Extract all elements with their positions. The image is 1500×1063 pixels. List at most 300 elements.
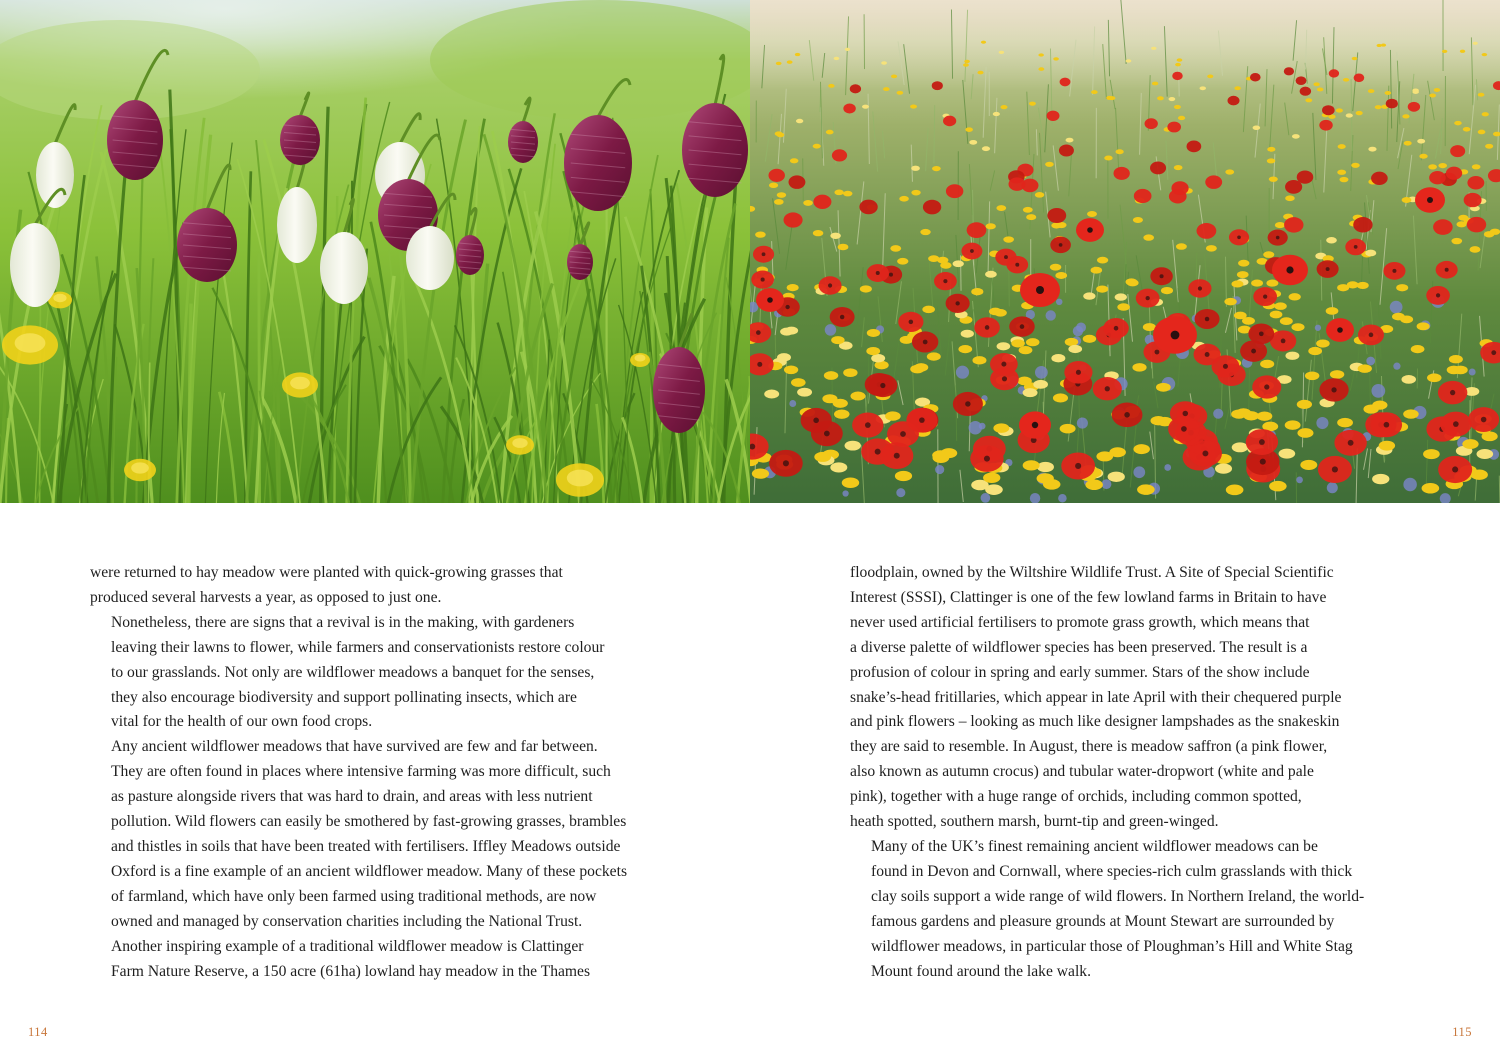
corn-marigold <box>993 423 1009 433</box>
corn-marigold <box>1023 207 1033 213</box>
poppy <box>832 149 847 161</box>
corn-marigold <box>1126 59 1132 62</box>
corn-marigold <box>1449 355 1463 363</box>
corn-marigold <box>1404 141 1412 146</box>
corn-marigold <box>1238 260 1249 267</box>
corn-marigold <box>1477 449 1494 459</box>
cornflower <box>1102 479 1112 489</box>
text-line: floodplain, owned by the Wiltshire Wildlife Trust. A Site of Special Scientific <box>850 564 1334 581</box>
text-line: Many of the UK’s finest remaining ancient wildflower meadows can be <box>871 837 1318 855</box>
text-line: snake’s-head fritillaries, which appear in late April with their chequered purple <box>850 688 1342 706</box>
corn-marigold <box>1097 257 1108 264</box>
corn-marigold <box>1308 347 1322 355</box>
corn-marigold <box>845 48 850 51</box>
corn-marigold <box>780 328 793 336</box>
corn-marigold <box>1285 420 1301 429</box>
text-line: a diverse palette of wildflower species has been preserved. The result is a <box>850 638 1308 656</box>
dandelion-highlight <box>53 294 66 302</box>
corn-marigold <box>843 368 857 377</box>
corn-marigold <box>1356 111 1363 115</box>
corn-marigold <box>1337 284 1349 291</box>
poppy-centre <box>756 330 761 335</box>
corn-marigold <box>1482 431 1498 441</box>
corn-marigold <box>1207 74 1213 78</box>
poppy-centre <box>1020 324 1025 329</box>
corn-marigold <box>834 57 840 60</box>
corn-marigold <box>1289 293 1301 300</box>
poppy <box>946 184 963 198</box>
poppy <box>1464 193 1482 207</box>
corn-marigold <box>1396 284 1408 291</box>
poppy-centre <box>1036 286 1044 294</box>
poppy <box>1322 105 1335 115</box>
text-line: to our grasslands. Not only are wildflower meadows a banquet for the senses, <box>111 663 595 681</box>
white-fritillary-bell <box>277 187 317 263</box>
corn-marigold <box>1285 352 1299 360</box>
poppy-centre <box>1259 439 1265 445</box>
text-line: they also encourage biodiversity and support pollinating insects, which are <box>111 688 577 706</box>
corn-marigold <box>1234 86 1240 90</box>
corn-marigold <box>1137 484 1155 495</box>
corn-marigold <box>1297 428 1313 438</box>
poppy <box>1450 145 1465 157</box>
poppy-centre <box>1183 411 1189 417</box>
poppy <box>1228 96 1240 106</box>
corn-marigold <box>963 63 969 66</box>
poppy <box>850 84 861 93</box>
poppy <box>1296 76 1307 85</box>
cornflower <box>1393 363 1400 370</box>
poppy-centre <box>1354 245 1358 249</box>
corn-marigold <box>1026 338 1040 346</box>
corn-marigold <box>866 347 880 355</box>
corn-marigold <box>814 452 831 462</box>
text-line: also known as autumn crocus) and tubular water-dropwort (white and pale <box>850 763 1314 781</box>
cornflower <box>1058 494 1067 503</box>
poppy-centre <box>1032 422 1038 428</box>
corn-marigold <box>1292 134 1300 139</box>
corn-marigold <box>1243 411 1259 420</box>
corn-marigold <box>862 105 869 109</box>
poppy-centre <box>1002 376 1007 381</box>
text-line: and thistles in soils that have been treated with fertilisers. Iffley Meadows outside <box>111 837 621 855</box>
dandelion-highlight <box>131 462 149 473</box>
corn-marigold <box>1402 114 1409 118</box>
corn-marigold <box>1085 480 1102 490</box>
white-fritillary-bell <box>406 226 454 290</box>
poppy-centre <box>900 431 906 437</box>
corn-marigold <box>993 112 1000 116</box>
corn-marigold <box>914 363 928 372</box>
poppy-centre <box>1198 286 1202 290</box>
corn-marigold <box>834 190 843 196</box>
poppy-centre <box>955 301 959 305</box>
corn-marigold <box>1372 401 1387 410</box>
text-line: wildflower meadows, in particular those of Ploughman’s Hill and White Stag <box>871 937 1353 955</box>
corn-marigold <box>1143 234 1154 240</box>
poppy-centre <box>1337 327 1343 333</box>
paragraph <box>850 561 1422 835</box>
corn-marigold <box>1469 246 1480 253</box>
paragraph <box>90 935 662 985</box>
corn-marigold <box>1091 90 1098 94</box>
corn-marigold <box>1423 449 1440 459</box>
snakes-head-fritillaries-photo <box>0 0 750 503</box>
corn-marigold <box>981 41 986 44</box>
corn-marigold <box>1269 176 1278 181</box>
corn-marigold <box>1242 317 1255 325</box>
text-line: They are often found in places where intensive farming was more difficult, such <box>111 763 611 781</box>
poppy-centre <box>1205 352 1210 357</box>
poppy <box>1134 189 1152 203</box>
poppy-centre <box>1263 294 1267 298</box>
corn-marigold <box>911 166 920 171</box>
corn-marigold <box>958 345 972 353</box>
poppy-centre <box>1427 197 1433 203</box>
poppy <box>1113 167 1129 180</box>
corn-marigold <box>1065 338 1079 346</box>
poppy <box>1171 181 1188 195</box>
cornflower <box>1296 477 1303 484</box>
white-fritillary-bell <box>10 223 60 307</box>
cornflower <box>981 493 991 503</box>
poppy-centre <box>1076 370 1081 375</box>
corn-marigold <box>791 378 806 387</box>
corn-marigold <box>999 51 1004 54</box>
corn-marigold <box>1038 67 1044 71</box>
corn-marigold <box>885 411 901 420</box>
poppy-centre <box>813 418 819 424</box>
poppy <box>1047 111 1060 121</box>
corn-marigold <box>1275 222 1285 228</box>
corn-marigold <box>790 158 798 163</box>
poppy <box>843 103 855 113</box>
corn-marigold <box>1037 462 1054 472</box>
corn-marigold <box>1447 366 1461 375</box>
poppy <box>967 222 987 238</box>
corn-marigold <box>1422 483 1440 494</box>
corn-marigold <box>897 258 908 265</box>
corn-marigold <box>1177 58 1183 61</box>
poppy <box>1059 145 1074 157</box>
dandelion-highlight <box>635 355 646 362</box>
corn-marigold <box>774 199 784 205</box>
poppy-centre <box>1059 243 1063 247</box>
white-fritillary-bell <box>320 232 368 304</box>
corn-marigold <box>1215 464 1232 474</box>
text-line: Oxford is a fine example of an ancient wildflower meadow. Many of these pockets <box>111 862 628 880</box>
poppy-centre <box>919 417 925 423</box>
corn-marigold <box>953 260 964 267</box>
cornflower <box>1316 417 1328 429</box>
corn-marigold <box>1132 363 1146 372</box>
poppy-centre <box>1259 331 1264 336</box>
corn-marigold <box>1330 370 1344 379</box>
poppy <box>1009 177 1026 191</box>
cornflower <box>1076 322 1086 332</box>
text-line: famous gardens and pleasure grounds at Mount Stewart are surrounded by <box>871 912 1335 930</box>
corn-marigold <box>971 288 983 295</box>
poppy <box>1197 223 1217 239</box>
corn-marigold <box>1352 57 1358 60</box>
poppy <box>1408 102 1420 112</box>
cornflower <box>789 400 796 407</box>
cornflower <box>825 324 836 335</box>
text-line: leaving their lawns to flower, while farmers and conservationists restore colour <box>111 638 605 656</box>
corn-marigold <box>1174 105 1181 109</box>
poppy <box>943 116 956 127</box>
poppy <box>1319 120 1332 131</box>
corn-marigold <box>831 336 844 344</box>
corn-marigold <box>932 450 949 460</box>
corn-marigold <box>1033 380 1048 389</box>
poppy <box>1467 217 1486 233</box>
corn-marigold <box>755 231 766 237</box>
corn-marigold <box>1402 197 1412 203</box>
cornflower <box>896 488 905 497</box>
cornflower <box>1371 384 1385 398</box>
poppy-centre <box>1491 350 1496 355</box>
poppy <box>1429 171 1446 184</box>
poppy <box>1467 176 1484 190</box>
cornflower <box>1327 482 1338 493</box>
poppy <box>784 212 803 227</box>
corn-marigold <box>1478 93 1485 97</box>
corn-marigold <box>969 140 977 145</box>
corn-marigold <box>1267 158 1275 163</box>
corn-marigold <box>1412 90 1419 94</box>
poppy <box>859 200 877 215</box>
corn-marigold <box>1175 63 1181 66</box>
poppy-centre <box>1453 421 1459 427</box>
poppy-centre <box>894 453 900 459</box>
poppy <box>1172 72 1183 80</box>
corn-marigold <box>1117 303 1130 311</box>
dandelion-highlight <box>512 438 527 448</box>
corn-marigold <box>899 196 909 202</box>
text-line: were returned to hay meadow were planted with quick-growing grasses that <box>90 564 563 581</box>
corn-marigold <box>1200 86 1206 90</box>
poppy-centre <box>783 460 789 466</box>
poppy <box>1187 141 1202 153</box>
corn-marigold <box>965 127 973 132</box>
poppy-centre <box>1369 333 1374 338</box>
corn-marigold <box>1151 47 1156 50</box>
corn-marigold <box>997 342 1011 350</box>
text-line: pink), together with a huge range of orchids, including common spotted, <box>850 788 1302 806</box>
corn-marigold <box>843 191 852 197</box>
corn-marigold <box>986 223 996 229</box>
corn-marigold <box>1428 164 1437 169</box>
poppy-centre <box>1260 459 1266 465</box>
corn-marigold <box>910 104 917 108</box>
poppy-centre <box>767 297 773 303</box>
corn-marigold <box>1104 155 1112 160</box>
corn-marigold <box>764 390 779 399</box>
poppy-centre <box>1392 269 1396 273</box>
corn-marigold <box>822 394 837 403</box>
corn-marigold <box>1157 96 1164 100</box>
corn-marigold <box>977 71 983 75</box>
corn-marigold <box>996 205 1006 211</box>
corn-marigold <box>1053 393 1068 402</box>
corn-marigold <box>1152 82 1158 86</box>
corn-marigold <box>871 354 885 362</box>
poppy-centre <box>970 249 974 253</box>
paragraph <box>90 561 662 611</box>
corn-marigold <box>883 87 889 91</box>
corn-marigold <box>776 62 782 65</box>
corn-marigold <box>1375 105 1382 109</box>
poppy-centre <box>1286 266 1293 273</box>
poppy-centre <box>889 273 893 277</box>
corn-marigold <box>1087 211 1097 217</box>
corn-marigold <box>787 60 793 63</box>
corn-marigold <box>1484 231 1495 237</box>
poppy-centre <box>909 320 914 325</box>
cornflower <box>1403 478 1417 492</box>
text-line: owned and managed by conservation charities including the National Trust. <box>111 912 583 930</box>
corn-marigold <box>1156 383 1171 392</box>
poppy-centre <box>1087 227 1093 233</box>
corn-marigold <box>1462 439 1478 449</box>
corn-marigold <box>1305 371 1319 380</box>
corn-marigold <box>777 192 786 198</box>
corn-marigold <box>1365 250 1376 257</box>
poppy-centre <box>880 383 885 388</box>
poppy-centre <box>1124 412 1130 418</box>
corn-marigold <box>1126 278 1138 285</box>
corn-marigold <box>1336 108 1343 112</box>
cornflower <box>1133 466 1145 478</box>
corn-marigold <box>983 473 1000 483</box>
corn-marigold <box>1023 460 1040 470</box>
corn-marigold <box>1351 163 1360 168</box>
corn-marigold <box>1438 163 1447 168</box>
corn-marigold <box>1337 418 1353 427</box>
corn-marigold <box>1270 311 1283 319</box>
poppy <box>1386 99 1398 109</box>
poppy <box>1060 78 1071 87</box>
corn-marigold <box>1300 460 1317 470</box>
corn-marigold <box>1116 149 1124 154</box>
corn-marigold <box>1003 236 1014 242</box>
paragraph <box>90 611 662 736</box>
corn-marigold <box>813 144 821 149</box>
corn-marigold <box>1108 472 1125 482</box>
corn-marigold <box>775 131 783 136</box>
corn-marigold <box>1485 144 1493 149</box>
text-line: pollution. Wild flowers can easily be smothered by fast-growing grasses, brambles <box>111 813 627 831</box>
corn-marigold <box>1417 139 1425 144</box>
poppy-centre <box>1481 417 1487 423</box>
poppy-centre <box>828 283 832 287</box>
cornflower <box>935 465 944 474</box>
cornflower <box>842 490 848 496</box>
poppy-centre <box>1015 263 1019 267</box>
poppy-centre <box>985 325 990 330</box>
poppy-centre <box>1205 317 1210 322</box>
poppy-centre <box>1171 331 1180 340</box>
corn-marigold <box>1338 144 1346 149</box>
cornflower <box>1315 325 1321 331</box>
corn-marigold <box>972 356 986 364</box>
cornflower <box>1035 366 1048 379</box>
poppy-centre <box>1181 426 1187 432</box>
corn-marigold <box>1463 127 1471 132</box>
corn-marigold <box>842 478 859 488</box>
text-line: vital for the health of our own food crops. <box>111 713 373 731</box>
poppy-centre <box>840 315 844 319</box>
right-page-text <box>850 561 1422 984</box>
corn-marigold <box>1115 293 1127 300</box>
corn-marigold <box>834 409 850 418</box>
corn-marigold <box>830 462 847 472</box>
corn-marigold <box>1317 88 1323 92</box>
text-line: they are said to resemble. In August, there is meadow saffron (a pink flower, <box>850 738 1328 756</box>
poppy-wildflower-meadow-photo <box>750 0 1500 503</box>
white-fritillary-bell <box>36 142 74 208</box>
poppy <box>1371 172 1388 185</box>
corn-marigold <box>1260 360 1274 368</box>
poppy-centre <box>876 271 880 275</box>
cornflower <box>1077 418 1088 429</box>
left-page-text <box>90 561 662 984</box>
corn-marigold <box>1066 138 1074 143</box>
corn-marigold <box>1055 272 1067 279</box>
page-number-left: 114 <box>28 1025 48 1039</box>
poppy-centre <box>1332 466 1338 472</box>
poppy-centre <box>762 252 766 256</box>
corn-marigold <box>1357 282 1369 289</box>
corn-marigold <box>985 271 997 278</box>
corn-marigold <box>1029 102 1036 106</box>
corn-marigold <box>1011 339 1025 347</box>
corn-marigold <box>1083 335 1096 343</box>
text-line: Any ancient wildflower meadows that have survived are few and far between. <box>111 738 598 756</box>
corn-marigold <box>796 119 803 123</box>
corn-marigold <box>1343 78 1349 82</box>
corn-marigold <box>1253 125 1261 130</box>
corn-marigold <box>1419 154 1427 159</box>
corn-marigold <box>1096 451 1113 461</box>
corn-marigold <box>752 468 769 478</box>
corn-marigold <box>1000 105 1007 109</box>
dandelion-highlight <box>15 333 46 353</box>
corn-marigold <box>895 471 912 481</box>
corn-marigold <box>1274 302 1287 310</box>
corn-marigold <box>982 146 990 151</box>
corn-marigold <box>964 60 970 63</box>
poppy-centre <box>1348 440 1354 446</box>
poppy <box>1297 170 1314 183</box>
corn-marigold <box>1429 93 1436 97</box>
corn-marigold <box>1174 165 1183 170</box>
corn-marigold <box>1400 316 1413 324</box>
corn-marigold <box>787 284 799 291</box>
corn-marigold <box>1358 364 1372 373</box>
corn-marigold <box>1226 485 1244 496</box>
cornflower <box>1213 409 1223 419</box>
corn-marigold <box>1068 345 1082 353</box>
corn-marigold <box>1096 285 1108 292</box>
corn-marigold <box>1060 424 1076 434</box>
poppy <box>789 175 806 188</box>
corn-marigold <box>769 183 778 188</box>
corn-marigold <box>1109 96 1116 100</box>
corn-marigold <box>1379 441 1395 451</box>
text-line: Nonetheless, there are signs that a revival is in the making, with gardeners <box>111 613 575 631</box>
